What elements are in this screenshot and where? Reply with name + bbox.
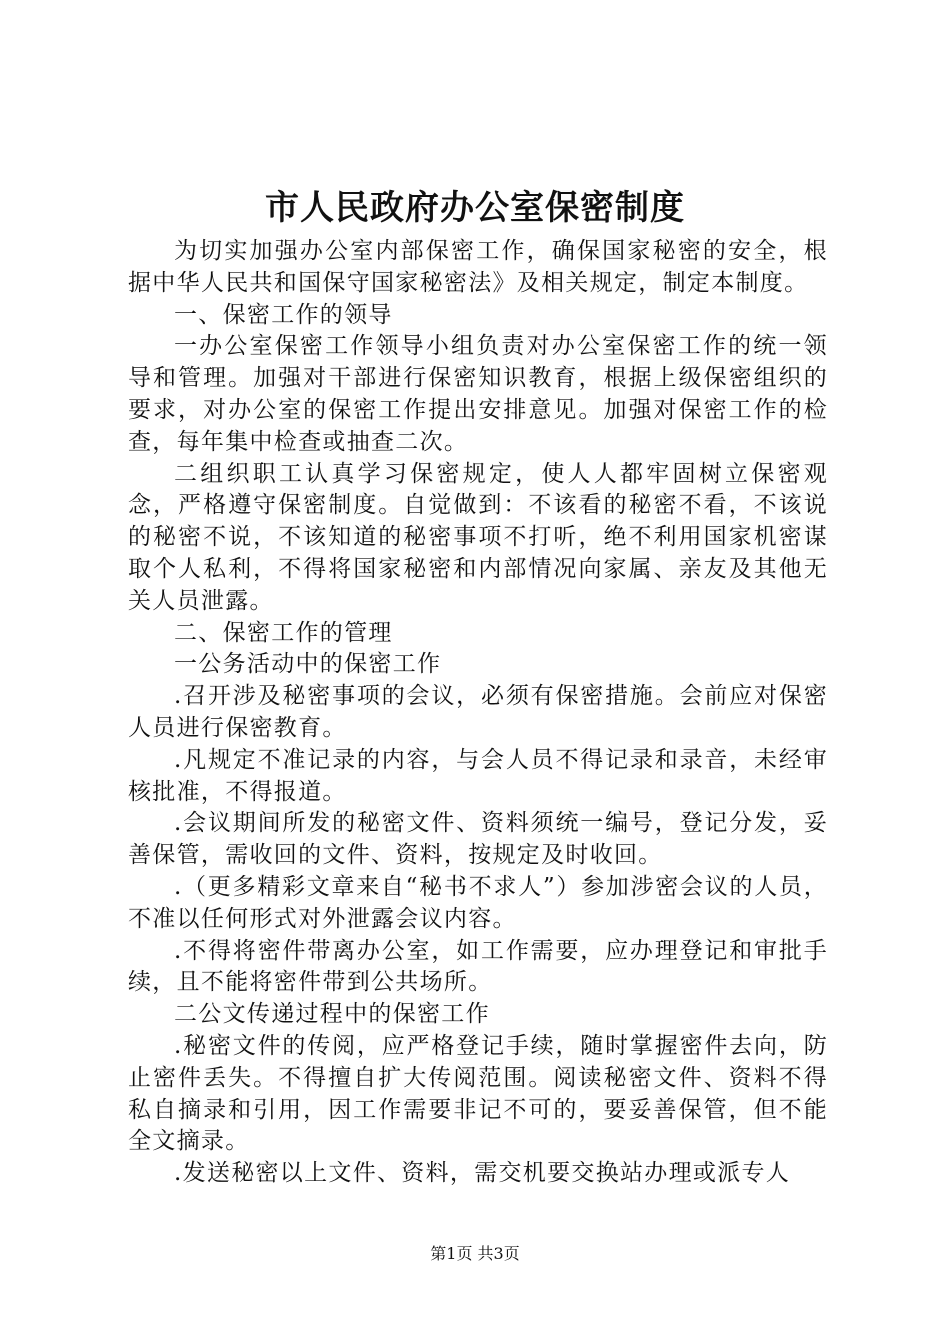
paragraph: 为切实加强办公室内部保密工作，确保国家秘密的安全，根据中华人民共和国保守国家秘密法》及相关规定，制定本制度。 [128, 238, 828, 296]
paragraph: 二组织职工认真学习保密规定，使人人都牢固树立保密观念，严格遵守保密制度。自觉做到：不该看的秘密不看，不该说的秘密不说，不该知道的秘密事项不打听，绝不利用国家机密谋取个人私利，不得将国家秘密和内部情况向家属、亲友及其他无关人员泄露。 [128, 460, 828, 614]
list-item: .发送秘密以上文件、资料，需交机要交换站办理或派专人 [174, 1160, 791, 1187]
list-item: .召开涉及秘密事项的会议，必须有保密措施。会前应对保密人员进行保密教育。 [128, 683, 828, 741]
subsection-heading: 二公文传递过程中的保密工作 [174, 1001, 490, 1028]
list-item: .秘密文件的传阅，应严格登记手续，随时掌握密件去向，防止密件丢失。不得擅自扩大传阅范围。阅读秘密文件、资料不得私自摘录和引用，因工作需要非记不可的，要妥善保管，但不能全文摘录。 [128, 1032, 828, 1155]
section-heading: 二、保密工作的管理 [174, 619, 393, 646]
paragraph: 一办公室保密工作领导小组负责对办公室保密工作的统一领导和管理。加强对干部进行保密知识教育，根据上级保密组织的要求，对办公室的保密工作提出安排意见。加强对保密工作的检查，每年集中检查或抽查二次。 [128, 333, 828, 455]
list-item: .不得将密件带离办公室，如工作需要，应办理登记和审批手续，且不能将密件带到公共场所。 [128, 937, 828, 996]
document-title: 市人民政府办公室保密制度 [265, 188, 685, 228]
section-heading: 一、保密工作的领导 [174, 301, 393, 328]
subsection-heading: 一公务活动中的保密工作 [174, 651, 442, 678]
document-body [128, 236, 828, 1190]
list-item: .凡规定不准记录的内容，与会人员不得记录和录音，未经审核批准，不得报道。 [128, 746, 828, 805]
list-item: .（更多精彩文章来自“秘书不求人”）参加涉密会议的人员，不准以任何形式对外泄露会议内容。 [128, 873, 828, 932]
page-number: 第1页 共3页 [430, 1244, 520, 1263]
list-item: .会议期间所发的秘密文件、资料须统一编号，登记分发，妥善保管，需收回的文件、资料，按规定及时收回。 [128, 810, 828, 869]
